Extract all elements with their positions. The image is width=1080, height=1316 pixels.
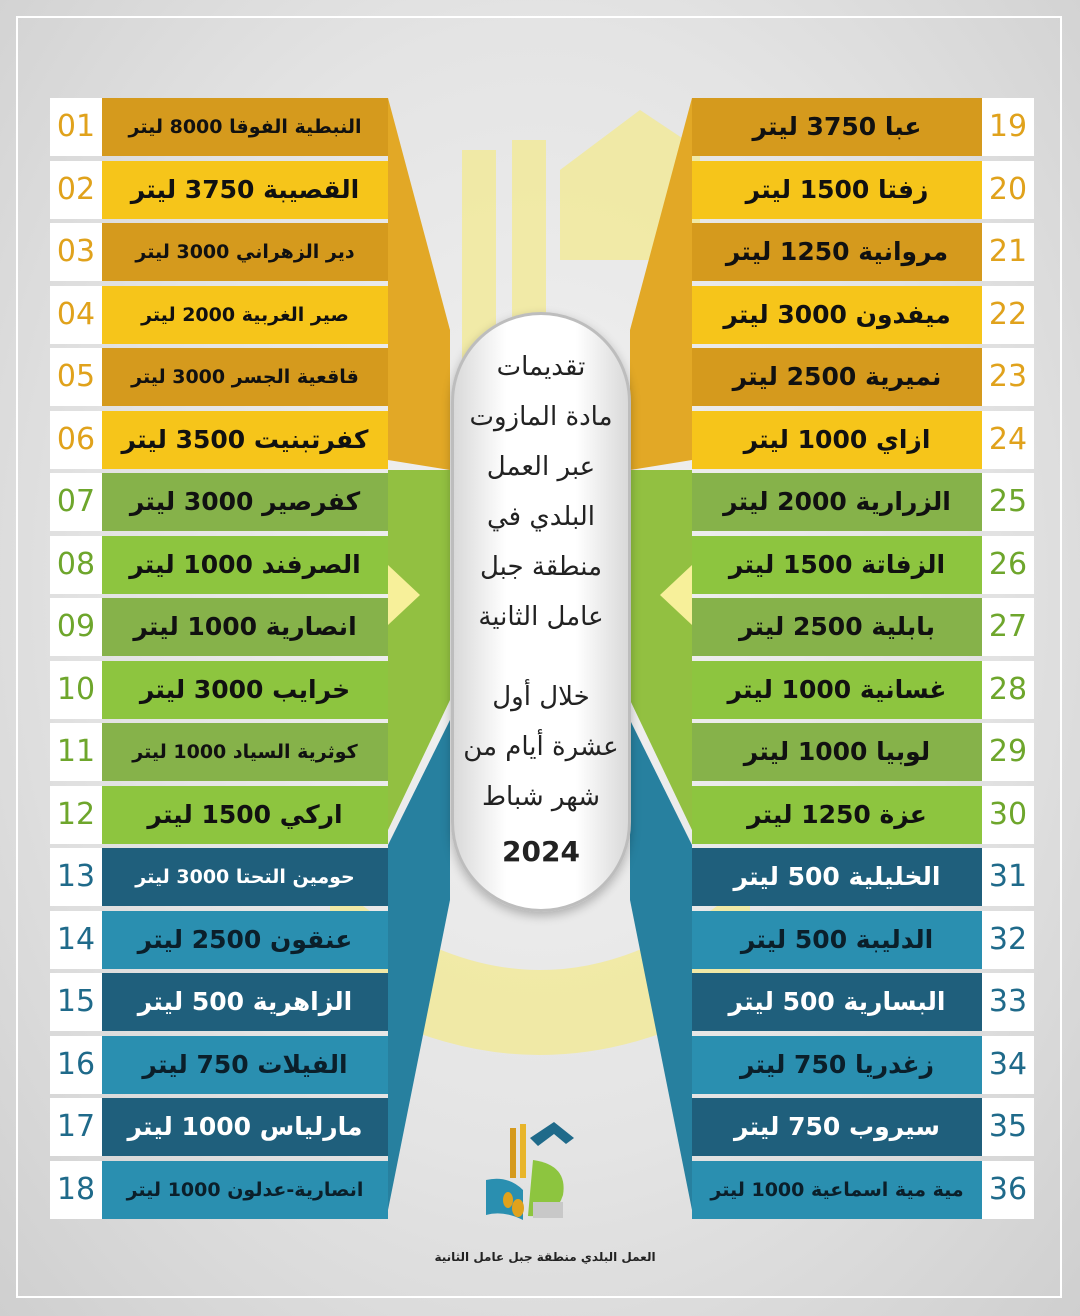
title-line-3: عبر العمل [486, 452, 596, 482]
village-quantity-label: الزرارية 2000 ليتر [723, 487, 951, 516]
village-quantity-label: ازاي 1000 ليتر [743, 425, 931, 454]
table-row [0, 223, 1080, 281]
village-quantity-label: سيروب 750 ليتر [734, 1112, 940, 1141]
row-number: 02 [50, 161, 102, 219]
row-number: 22 [982, 286, 1034, 344]
row-number: 29 [982, 723, 1034, 781]
row-number: 14 [50, 911, 102, 969]
table-row [0, 98, 1080, 156]
village-quantity-label: الزاهرية 500 ليتر [137, 987, 353, 1016]
row-number: 26 [982, 536, 1034, 594]
village-quantity-label: صير الغربية 2000 ليتر [141, 304, 349, 326]
village-quantity-label: انصارية-عدلون 1000 ليتر [126, 1179, 364, 1201]
title-line-1: تقديمات [496, 352, 586, 382]
village-quantity-label: قاقعية الجسر 3000 ليتر [131, 366, 359, 388]
village-quantity-label: ميفدون 3000 ليتر [723, 300, 951, 329]
row-number: 15 [50, 973, 102, 1031]
row-number: 17 [50, 1098, 102, 1156]
village-quantity-label: الفيلات 750 ليتر [142, 1050, 348, 1079]
row-number: 24 [982, 411, 1034, 469]
table-row [0, 161, 1080, 219]
row-number: 35 [982, 1098, 1034, 1156]
period-line-2: عشرة أيام من [463, 732, 619, 762]
row-number: 25 [982, 473, 1034, 531]
title-line-2: مادة المازوت [469, 402, 613, 432]
village-quantity-label: البسارية 500 ليتر [728, 987, 946, 1016]
table-row [0, 973, 1080, 1031]
municipal-work-logo-icon [478, 1120, 578, 1240]
logo-caption: العمل البلدي منطقة جبل عامل الثانية [434, 1250, 656, 1264]
village-quantity-label: زغدريا 750 ليتر [739, 1050, 935, 1079]
row-number: 30 [982, 786, 1034, 844]
village-quantity-label: عنقون 2500 ليتر [137, 925, 353, 954]
row-number: 23 [982, 348, 1034, 406]
village-quantity-label: كوثرية السياد 1000 ليتر [132, 741, 358, 763]
village-quantity-label: بابلية 2500 ليتر [738, 612, 936, 641]
table-row [0, 911, 1080, 969]
row-number: 01 [50, 98, 102, 156]
village-quantity-label: اركي 1500 ليتر [147, 800, 343, 829]
row-number: 34 [982, 1036, 1034, 1094]
village-quantity-label: نميرية 2500 ليتر [732, 362, 942, 391]
village-quantity-label: انصارية 1000 ليتر [133, 612, 357, 641]
row-number: 06 [50, 411, 102, 469]
year-label: 2024 [502, 835, 580, 868]
row-number: 28 [982, 661, 1034, 719]
village-quantity-label: عزة 1250 ليتر [747, 800, 927, 829]
village-quantity-label: دير الزهراني 3000 ليتر [135, 241, 355, 263]
table-row [0, 1036, 1080, 1094]
village-quantity-label: غسانية 1000 ليتر [727, 675, 947, 704]
period-line-1: خلال أول [492, 682, 590, 712]
village-quantity-label: مارلياس 1000 ليتر [127, 1112, 363, 1141]
row-number: 12 [50, 786, 102, 844]
row-number: 36 [982, 1161, 1034, 1219]
center-title-panel [451, 312, 631, 912]
village-quantity-label: الخليلية 500 ليتر [733, 862, 941, 891]
village-quantity-label: كفرتبنيت 3500 ليتر [121, 425, 369, 454]
village-quantity-label: لوبيا 1000 ليتر [743, 737, 931, 766]
village-quantity-label: خرايب 3000 ليتر [139, 675, 351, 704]
row-number: 31 [982, 848, 1034, 906]
village-quantity-label: مية مية اسماعية 1000 ليتر [710, 1179, 964, 1201]
row-number: 09 [50, 598, 102, 656]
village-quantity-label: النبطية الفوقا 8000 ليتر [128, 116, 362, 138]
row-number: 04 [50, 286, 102, 344]
row-number: 32 [982, 911, 1034, 969]
village-quantity-label: الزفاتة 1500 ليتر [728, 550, 946, 579]
row-number: 33 [982, 973, 1034, 1031]
village-quantity-label: عبا 3750 ليتر [752, 112, 922, 141]
row-number: 16 [50, 1036, 102, 1094]
village-quantity-label: زفتا 1500 ليتر [745, 175, 929, 204]
row-number: 18 [50, 1161, 102, 1219]
village-quantity-label: حومين التحتا 3000 ليتر [135, 866, 355, 888]
row-number: 20 [982, 161, 1034, 219]
row-number: 07 [50, 473, 102, 531]
village-quantity-label: القصيبة 3750 ليتر [130, 175, 360, 204]
title-line-6: عامل الثانية [478, 602, 604, 632]
row-number: 08 [50, 536, 102, 594]
row-number: 11 [50, 723, 102, 781]
row-number: 19 [982, 98, 1034, 156]
row-number: 03 [50, 223, 102, 281]
village-quantity-label: مروانية 1250 ليتر [725, 237, 949, 266]
row-number: 21 [982, 223, 1034, 281]
period-line-3: شهر شباط [482, 782, 600, 812]
row-number: 05 [50, 348, 102, 406]
row-number: 13 [50, 848, 102, 906]
village-quantity-label: الدليبة 500 ليتر [740, 925, 934, 954]
title-line-5: منطقة جبل [479, 552, 603, 582]
row-number: 27 [982, 598, 1034, 656]
village-quantity-label: الصرفند 1000 ليتر [129, 550, 361, 579]
village-quantity-label: كفرصير 3000 ليتر [129, 487, 361, 516]
title-line-4: البلدي في [487, 502, 595, 532]
row-number: 10 [50, 661, 102, 719]
